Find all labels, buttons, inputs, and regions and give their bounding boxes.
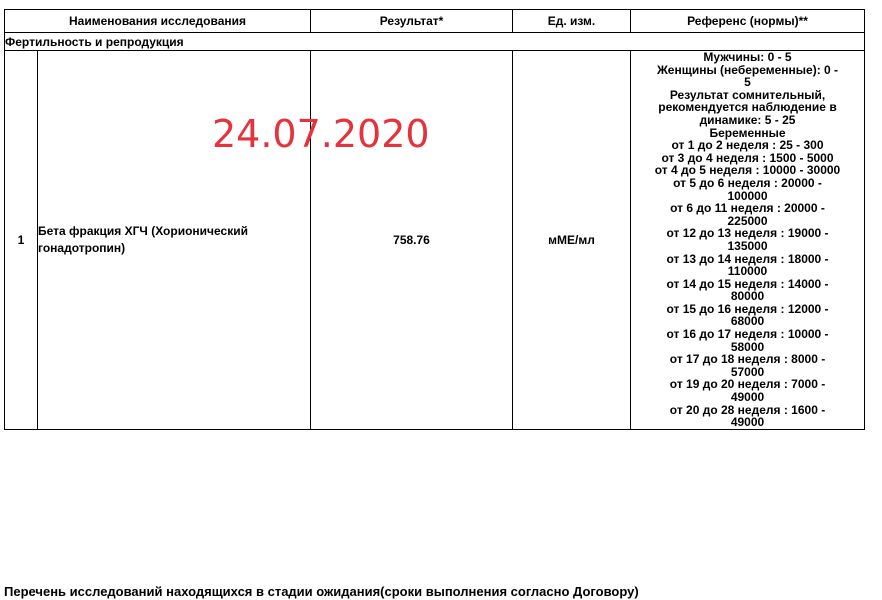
reference-line: 49000 bbox=[730, 390, 765, 405]
table-row bbox=[5, 51, 865, 430]
reference-line: 135000 bbox=[727, 238, 768, 253]
reference-line: от 15 до 16 неделя : 12000 - bbox=[666, 301, 829, 316]
section-row bbox=[5, 33, 865, 51]
row-number: 1 bbox=[5, 51, 38, 430]
reference-line: от 19 до 20 неделя : 7000 - bbox=[669, 377, 826, 392]
reference-line: от 6 до 11 неделя : 20000 - bbox=[670, 201, 825, 216]
reference-line: от 14 до 15 неделя : 14000 - bbox=[666, 276, 829, 291]
reference-line: 100000 bbox=[727, 188, 768, 203]
reference-line: Беременные bbox=[709, 125, 786, 140]
reference-line: 49000 bbox=[730, 415, 765, 430]
reference-line: 57000 bbox=[730, 364, 765, 379]
header-name: Наименования исследования bbox=[5, 10, 311, 33]
header-unit: Ед. изм. bbox=[513, 10, 631, 33]
reference-line: Мужчины: 0 - 5 bbox=[703, 50, 792, 64]
reference-line: 80000 bbox=[730, 289, 765, 304]
reference-line: Женщины (небеременные): 0 - bbox=[656, 62, 839, 77]
reference-line: от 13 до 14 неделя : 18000 - bbox=[666, 251, 829, 266]
reference-line: от 5 до 6 неделя : 20000 - bbox=[673, 175, 822, 190]
reference-line: Результат сомнительный, bbox=[669, 87, 826, 102]
pending-tests-caption: Перечень исследований находящихся в стадии ожидания(сроки выполнения согласно Договору) bbox=[4, 584, 639, 599]
reference-line: от 3 до 4 неделя : 1500 - 5000 bbox=[661, 150, 834, 165]
reference-line: от 16 до 17 неделя : 10000 - bbox=[666, 327, 829, 342]
reference-line: рекомендуется наблюдение в bbox=[658, 100, 837, 115]
reference-line: 225000 bbox=[727, 213, 768, 228]
reference-line: динамике: 5 - 25 bbox=[699, 112, 796, 127]
reference-line: от 12 до 13 неделя : 19000 - bbox=[666, 226, 829, 241]
reference-line: 58000 bbox=[730, 339, 765, 354]
test-result: 758.76 bbox=[311, 51, 513, 430]
reference-line: от 4 до 5 неделя : 10000 - 30000 bbox=[654, 163, 841, 178]
test-unit: мМЕ/мл bbox=[513, 51, 631, 430]
handwritten-date: 24.07.2020 bbox=[212, 112, 430, 156]
section-title: Фертильность и репродукция bbox=[5, 33, 865, 51]
header-reference: Референс (нормы)** bbox=[631, 10, 865, 33]
reference-line: от 20 до 28 неделя : 1600 - bbox=[669, 402, 826, 417]
test-name: Бета фракция ХГЧ (Хорионический гонадотропин) bbox=[38, 51, 311, 430]
reference-line: 5 bbox=[744, 75, 751, 90]
reference-line: от 17 до 18 неделя : 8000 - bbox=[669, 352, 826, 367]
reference-line: от 1 до 2 неделя : 25 - 300 bbox=[671, 138, 824, 153]
header-row bbox=[5, 10, 865, 33]
results-table bbox=[4, 9, 865, 430]
reference-ranges bbox=[631, 51, 865, 430]
header-result: Результат* bbox=[311, 10, 513, 33]
reference-line: 68000 bbox=[730, 314, 765, 329]
reference-line: 110000 bbox=[727, 264, 768, 279]
